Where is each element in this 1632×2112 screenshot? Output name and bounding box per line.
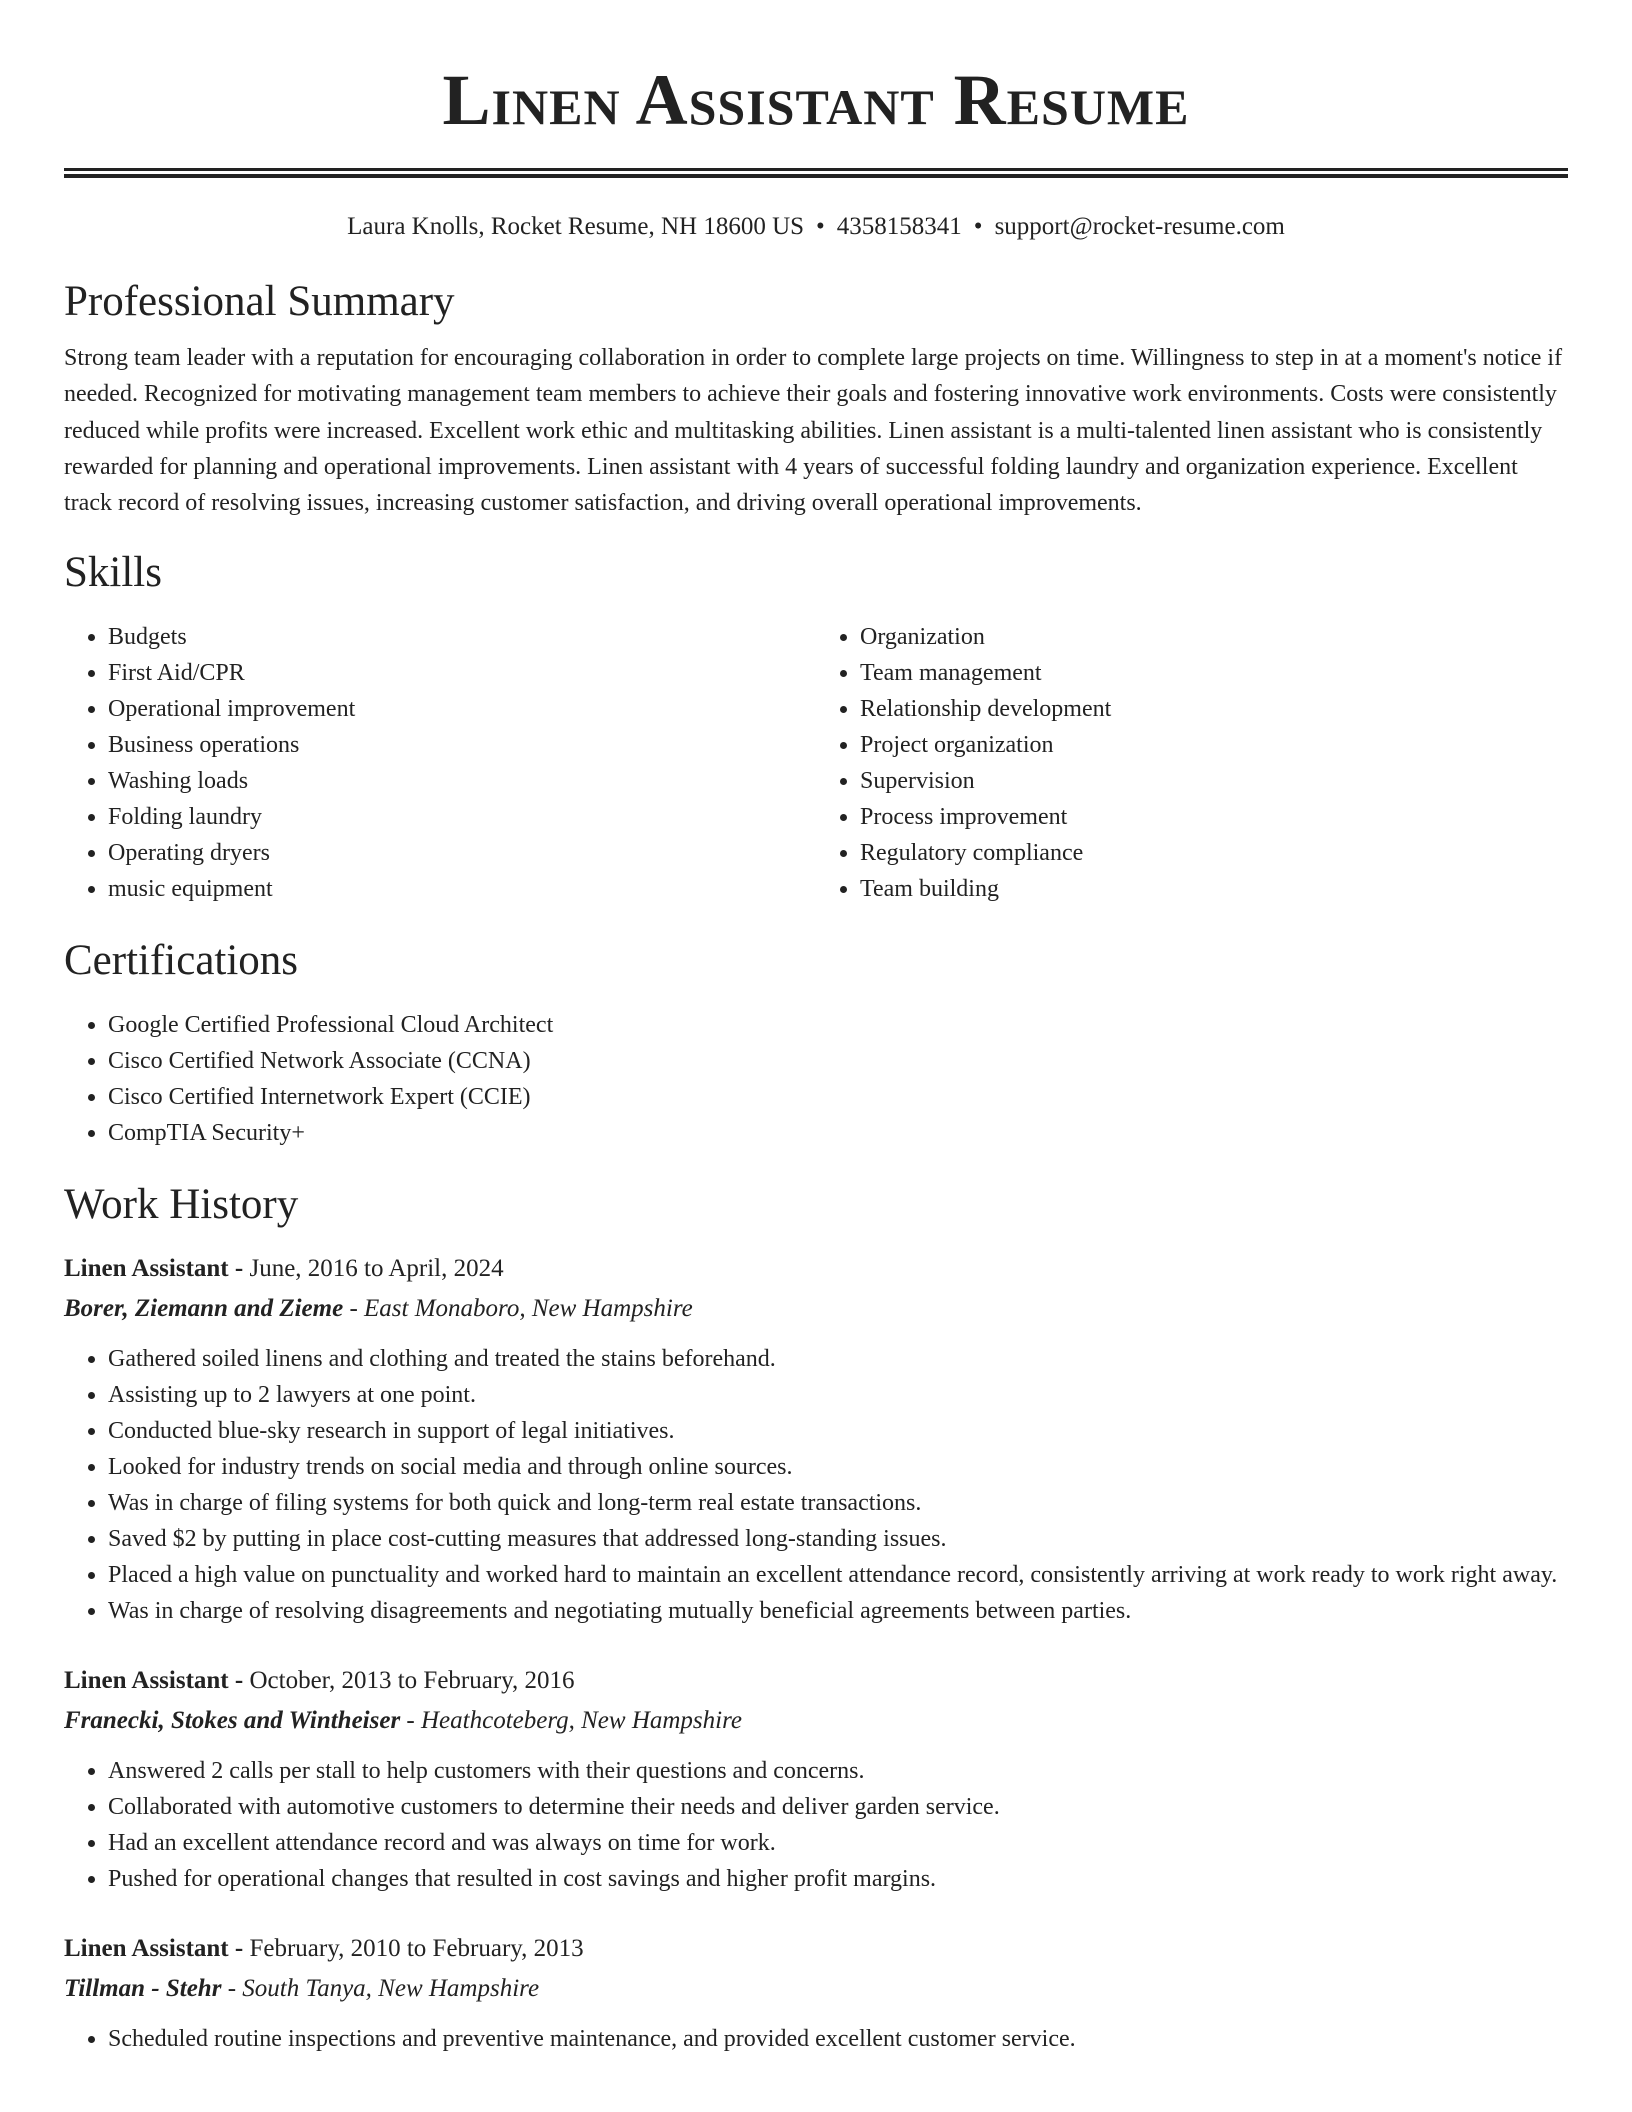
job-location: East Monaboro, New Hampshire [364, 1295, 693, 1323]
contact-separator: • [973, 213, 983, 240]
job-duties-list [64, 1341, 1568, 1629]
job-title-line: Linen Assistant - February, 2010 to February, 2013 [64, 1935, 584, 1963]
certification-item: • Cisco Certified Internetwork Expert (CCIE) [108, 1079, 1568, 1115]
certifications-heading: Certifications [64, 937, 299, 985]
job-duty: • Conducted blue-sky research in support of legal initiatives. [108, 1413, 1568, 1449]
skill-item: • First Aid/CPR [108, 655, 816, 691]
job-duty: • Saved $2 by putting in place cost-cutting measures that addressed long-standing issues. [108, 1521, 1568, 1557]
job-company-line: Franecki, Stokes and Wintheiser - Heathcoteberg, New Hampshire [64, 1707, 743, 1735]
job-role: Linen Assistant [64, 1667, 229, 1695]
job-entry [64, 1249, 1568, 1629]
job-title-line: Linen Assistant - June, 2016 to April, 2024 [64, 1255, 504, 1283]
skills-columns [64, 619, 1568, 907]
job-duty: • Was in charge of resolving disagreements and negotiating mutually beneficial agreements between parties. [108, 1593, 1568, 1629]
job-duties-list [64, 1753, 1568, 1897]
skills-list-left [64, 619, 816, 907]
job-dates: June, 2016 to April, 2024 [249, 1255, 504, 1283]
job-duty: • Pushed for operational changes that resulted in cost savings and higher profit margins. [108, 1861, 1568, 1897]
job-duty: • Scheduled routine inspections and preventive maintenance, and provided excellent customer service. [108, 2021, 1568, 2057]
job-title-line: Linen Assistant - October, 2013 to February, 2016 [64, 1667, 575, 1695]
job-location: South Tanya, New Hampshire [242, 1975, 540, 2003]
job-role: Linen Assistant [64, 1255, 229, 1283]
skill-item: • Team management [860, 655, 1568, 691]
job-company: Tillman - Stehr [64, 1975, 222, 2003]
skill-item: • Business operations [108, 727, 816, 763]
job-duty: • Placed a high value on punctuality and worked hard to maintain an excellent attendance record, consistently arriving at work ready to work right away. [108, 1557, 1568, 1593]
skill-item: • Organization [860, 619, 1568, 655]
contact-line [64, 210, 1568, 244]
contact-email: support@rocket-resume.com [994, 213, 1285, 240]
job-duties-list [64, 2021, 1568, 2057]
summary-heading: Professional Summary [64, 278, 455, 325]
job-duty: • Had an excellent attendance record and was always on time for work. [108, 1825, 1568, 1861]
job-company: Borer, Ziemann and Zieme [64, 1295, 344, 1323]
skill-item: • Project organization [860, 727, 1568, 763]
job-role: Linen Assistant [64, 1935, 229, 1963]
skill-item: • Team building [860, 871, 1568, 907]
skill-item: • Washing loads [108, 763, 816, 799]
job-duty: • Collaborated with automotive customers to determine their needs and deliver garden service. [108, 1789, 1568, 1825]
skill-item: • Operating dryers [108, 835, 816, 871]
job-location: Heathcoteberg, New Hampshire [421, 1707, 743, 1735]
skill-item: • Folding laundry [108, 799, 816, 835]
job-company: Franecki, Stokes and Wintheiser [64, 1707, 401, 1735]
work-history-heading: Work History [64, 1181, 299, 1229]
job-duty: • Assisting up to 2 lawyers at one point. [108, 1377, 1568, 1413]
resume-page [64, 0, 1568, 2057]
resume-title: Linen Assistant Resume [442, 60, 1190, 140]
job-duty: • Answered 2 calls per stall to help customers with their questions and concerns. [108, 1753, 1568, 1789]
skills-list-right [816, 619, 1568, 907]
certification-item: • Google Certified Professional Cloud Architect [108, 1007, 1568, 1043]
job-dates: February, 2010 to February, 2013 [249, 1935, 584, 1963]
certifications-list [64, 1007, 1568, 1151]
skill-item: • Relationship development [860, 691, 1568, 727]
skill-item: • Operational improvement [108, 691, 816, 727]
job-duty: • Was in charge of filing systems for both quick and long-term real estate transactions. [108, 1485, 1568, 1521]
skill-item: • Supervision [860, 763, 1568, 799]
summary-text: Strong team leader with a reputation for encouraging collaboration in order to complete large projects on time. Willingness to step in at a moment's notice if needed. Recognized for motivating management team members to achieve their goals and fostering innovative work environments. Costs were consistently reduced while profits were increased. Excellent work ethic and multitasking abilities. Linen assistant is a multi-talented linen assistant who is consistently rewarded for planning and operational improvements. Linen assistant with 4 years of successful folding laundry and organization experience. Excellent track record of resolving issues, increasing customer satisfaction, and driving overall operational improvements. [64, 345, 1563, 517]
job-duty: • Gathered soiled linens and clothing and treated the stains beforehand. [108, 1341, 1568, 1377]
contact-separator: • [816, 213, 825, 240]
skill-item: • music equipment [108, 871, 816, 907]
contact-address: Laura Knolls, Rocket Resume, NH 18600 US [347, 213, 805, 240]
skill-item: • Process improvement [860, 799, 1568, 835]
contact-phone: 4358158341 [836, 213, 962, 240]
job-dates: October, 2013 to February, 2016 [249, 1667, 575, 1695]
skill-item: • Budgets [108, 619, 816, 655]
job-entry [64, 1661, 1568, 1897]
job-duty: • Looked for industry trends on social media and through online sources. [108, 1449, 1568, 1485]
certification-item: • CompTIA Security+ [108, 1115, 1568, 1151]
title-divider [64, 168, 1568, 178]
job-company-line: Borer, Ziemann and Zieme - East Monaboro, New Hampshire [64, 1295, 693, 1323]
skill-item: • Regulatory compliance [860, 835, 1568, 871]
job-company-line: Tillman - Stehr - South Tanya, New Hampshire [64, 1975, 540, 2003]
skills-heading: Skills [64, 549, 162, 597]
certification-item: • Cisco Certified Network Associate (CCNA) [108, 1043, 1568, 1079]
job-entry [64, 1929, 1568, 2057]
